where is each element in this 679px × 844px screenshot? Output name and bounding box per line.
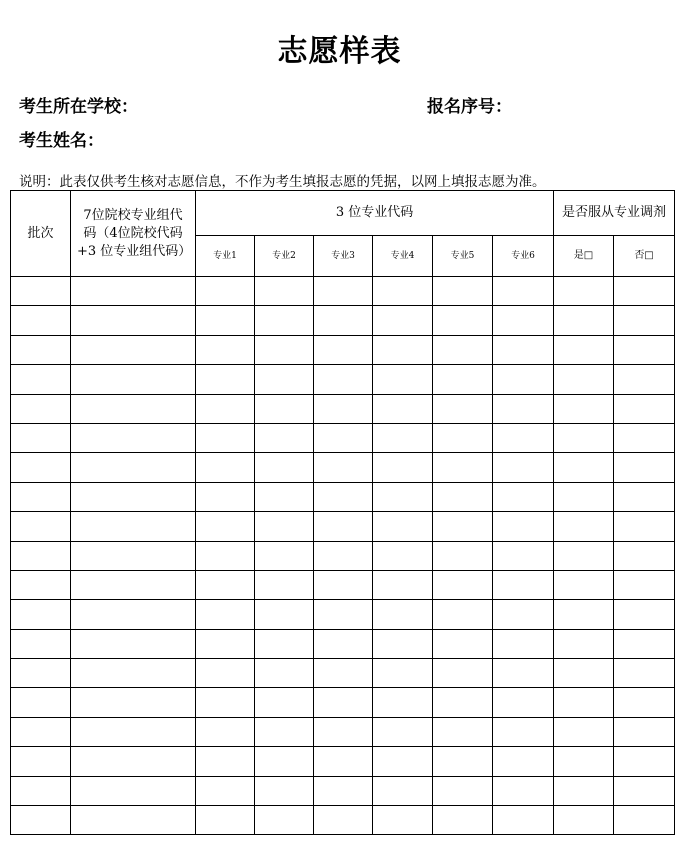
major-5-cell xyxy=(433,600,493,629)
group-code-header: 7位院校专业组代码（4位院校代码+3 位专业组代码） xyxy=(71,191,196,277)
adjust-yes-cell xyxy=(554,776,614,805)
major-1-cell xyxy=(196,688,255,717)
adjust-yes-cell xyxy=(554,512,614,541)
batch-cell xyxy=(11,570,71,599)
major-6-cell xyxy=(493,600,554,629)
major-6-cell xyxy=(493,512,554,541)
major-4-cell xyxy=(373,806,433,835)
major-5-cell xyxy=(433,512,493,541)
adjust-yes-cell xyxy=(554,482,614,511)
major-2-cell xyxy=(255,394,314,423)
table-row xyxy=(11,600,675,629)
batch-cell xyxy=(11,659,71,688)
major-3-cell xyxy=(314,306,373,335)
adjust-yes-cell xyxy=(554,747,614,776)
major-1-cell xyxy=(196,453,255,482)
major-3-cell xyxy=(314,512,373,541)
instruction-note: 说明：此表仅供考生核对志愿信息，不作为考生填报志愿的凭据，以网上填报志愿为准。 xyxy=(19,174,546,190)
adjust-no-cell xyxy=(614,365,675,394)
major-1-cell xyxy=(196,541,255,570)
table-row xyxy=(11,453,675,482)
major-5-cell xyxy=(433,335,493,364)
major-4-cell xyxy=(373,277,433,306)
group-code-cell xyxy=(71,335,196,364)
batch-cell xyxy=(11,394,71,423)
major-2-cell xyxy=(255,365,314,394)
batch-cell xyxy=(11,482,71,511)
major-4-cell xyxy=(373,659,433,688)
major-3-cell xyxy=(314,629,373,658)
adjust-yes-cell xyxy=(554,277,614,306)
adjust-no-cell xyxy=(614,306,675,335)
major-5-cell xyxy=(433,806,493,835)
major-3-cell xyxy=(314,482,373,511)
major-3-cell xyxy=(314,776,373,805)
batch-cell xyxy=(11,512,71,541)
major-5-cell xyxy=(433,747,493,776)
batch-cell xyxy=(11,629,71,658)
group-code-cell xyxy=(71,570,196,599)
major-2-cell xyxy=(255,688,314,717)
adjust-yes-cell xyxy=(554,659,614,688)
major-4-cell xyxy=(373,365,433,394)
major-5-cell xyxy=(433,306,493,335)
major-5-header: 专业5 xyxy=(433,236,493,277)
adjust-no-cell xyxy=(614,659,675,688)
major-3-cell xyxy=(314,335,373,364)
batch-cell xyxy=(11,423,71,452)
major-6-cell xyxy=(493,570,554,599)
major-3-cell xyxy=(314,570,373,599)
major-4-cell xyxy=(373,453,433,482)
major-2-cell xyxy=(255,277,314,306)
major-2-cell xyxy=(255,453,314,482)
adjust-yes-cell xyxy=(554,394,614,423)
table-row xyxy=(11,335,675,364)
major-4-cell xyxy=(373,541,433,570)
adjust-no-cell xyxy=(614,570,675,599)
adjust-yes-cell xyxy=(554,806,614,835)
major-1-cell xyxy=(196,512,255,541)
major-1-cell xyxy=(196,747,255,776)
major-3-cell xyxy=(314,423,373,452)
major-2-cell xyxy=(255,600,314,629)
major-6-cell xyxy=(493,717,554,746)
major-5-cell xyxy=(433,423,493,452)
group-code-cell xyxy=(71,688,196,717)
batch-cell xyxy=(11,541,71,570)
table-row xyxy=(11,541,675,570)
adjust-no-cell xyxy=(614,806,675,835)
major-1-cell xyxy=(196,717,255,746)
adjust-no-cell xyxy=(614,482,675,511)
major-5-cell xyxy=(433,365,493,394)
major-4-cell xyxy=(373,335,433,364)
table-row xyxy=(11,688,675,717)
major-4-cell xyxy=(373,423,433,452)
major-1-cell xyxy=(196,394,255,423)
major-6-cell xyxy=(493,747,554,776)
adjust-no-cell xyxy=(614,335,675,364)
major-6-cell xyxy=(493,688,554,717)
group-code-cell xyxy=(71,659,196,688)
batch-cell xyxy=(11,335,71,364)
major-6-cell xyxy=(493,277,554,306)
batch-header: 批次 xyxy=(11,191,71,277)
major-6-cell xyxy=(493,659,554,688)
major-4-cell xyxy=(373,747,433,776)
major-3-cell xyxy=(314,277,373,306)
major-5-cell xyxy=(433,453,493,482)
adjust-yes-cell xyxy=(554,453,614,482)
group-code-cell xyxy=(71,629,196,658)
group-code-cell xyxy=(71,747,196,776)
major-1-header: 专业1 xyxy=(196,236,255,277)
adjust-yes-cell xyxy=(554,306,614,335)
major-5-cell xyxy=(433,277,493,306)
major-3-header: 专业3 xyxy=(314,236,373,277)
major-6-cell xyxy=(493,482,554,511)
major-3-cell xyxy=(314,394,373,423)
major-3-cell xyxy=(314,600,373,629)
major-4-cell xyxy=(373,717,433,746)
major-2-cell xyxy=(255,747,314,776)
adjust-no-cell xyxy=(614,629,675,658)
table-row xyxy=(11,776,675,805)
major-5-cell xyxy=(433,688,493,717)
major-3-cell xyxy=(314,688,373,717)
group-code-cell xyxy=(71,365,196,394)
table-row xyxy=(11,423,675,452)
adjust-header: 是否服从专业调剂 xyxy=(554,191,675,236)
batch-cell xyxy=(11,688,71,717)
major-2-header: 专业2 xyxy=(255,236,314,277)
major-4-cell xyxy=(373,394,433,423)
major-6-cell xyxy=(493,423,554,452)
table-row xyxy=(11,365,675,394)
major-1-cell xyxy=(196,629,255,658)
group-code-cell xyxy=(71,512,196,541)
batch-cell xyxy=(11,453,71,482)
major-3-cell xyxy=(314,747,373,776)
major-5-cell xyxy=(433,570,493,599)
major-6-cell xyxy=(493,629,554,658)
major-3-cell xyxy=(314,365,373,394)
major-1-cell xyxy=(196,277,255,306)
major-6-cell xyxy=(493,453,554,482)
major-1-cell xyxy=(196,365,255,394)
name-label: 考生姓名： xyxy=(19,131,104,151)
group-code-cell xyxy=(71,453,196,482)
major-4-cell xyxy=(373,570,433,599)
adjust-yes-cell xyxy=(554,717,614,746)
major-4-cell xyxy=(373,600,433,629)
group-code-cell xyxy=(71,806,196,835)
major-1-cell xyxy=(196,423,255,452)
adjust-yes-cell xyxy=(554,335,614,364)
adjust-yes-cell xyxy=(554,570,614,599)
major-2-cell xyxy=(255,776,314,805)
batch-cell xyxy=(11,600,71,629)
major-5-cell xyxy=(433,629,493,658)
group-code-cell xyxy=(71,482,196,511)
major-5-cell xyxy=(433,541,493,570)
adjust-no-cell xyxy=(614,541,675,570)
adjust-yes-header: 是□ xyxy=(554,236,614,277)
group-code-cell xyxy=(71,394,196,423)
major-2-cell xyxy=(255,512,314,541)
adjust-yes-cell xyxy=(554,600,614,629)
adjust-yes-cell xyxy=(554,541,614,570)
table-row xyxy=(11,659,675,688)
major-1-cell xyxy=(196,335,255,364)
adjust-no-cell xyxy=(614,688,675,717)
table-row xyxy=(11,277,675,306)
major-5-cell xyxy=(433,482,493,511)
major-1-cell xyxy=(196,806,255,835)
major-6-cell xyxy=(493,541,554,570)
major-5-cell xyxy=(433,717,493,746)
adjust-no-cell xyxy=(614,453,675,482)
adjust-no-cell xyxy=(614,277,675,306)
table-row xyxy=(11,482,675,511)
batch-cell xyxy=(11,717,71,746)
major-6-cell xyxy=(493,306,554,335)
batch-cell xyxy=(11,306,71,335)
table-row xyxy=(11,629,675,658)
major-2-cell xyxy=(255,423,314,452)
major-4-cell xyxy=(373,688,433,717)
adjust-no-cell xyxy=(614,717,675,746)
major-4-cell xyxy=(373,306,433,335)
adjust-no-cell xyxy=(614,776,675,805)
adjust-no-cell xyxy=(614,747,675,776)
major-3-cell xyxy=(314,659,373,688)
application-table xyxy=(10,190,675,835)
group-code-cell xyxy=(71,776,196,805)
major-6-header: 专业6 xyxy=(493,236,554,277)
table-row xyxy=(11,717,675,746)
adjust-yes-cell xyxy=(554,629,614,658)
major-1-cell xyxy=(196,659,255,688)
major-4-cell xyxy=(373,629,433,658)
adjust-no-cell xyxy=(614,394,675,423)
major-2-cell xyxy=(255,659,314,688)
major-1-cell xyxy=(196,482,255,511)
group-code-cell xyxy=(71,306,196,335)
table-row xyxy=(11,806,675,835)
adjust-no-cell xyxy=(614,423,675,452)
major-1-cell xyxy=(196,776,255,805)
major-6-cell xyxy=(493,806,554,835)
page-title: 志愿样表 xyxy=(277,34,402,69)
group-code-cell xyxy=(71,600,196,629)
major-4-cell xyxy=(373,776,433,805)
adjust-yes-cell xyxy=(554,688,614,717)
batch-cell xyxy=(11,776,71,805)
major-6-cell xyxy=(493,394,554,423)
major-2-cell xyxy=(255,541,314,570)
major-1-cell xyxy=(196,570,255,599)
major-4-cell xyxy=(373,482,433,511)
major-3-cell xyxy=(314,717,373,746)
table-body xyxy=(11,191,675,835)
major-1-cell xyxy=(196,306,255,335)
adjust-no-cell xyxy=(614,600,675,629)
table-row xyxy=(11,747,675,776)
table-row xyxy=(11,570,675,599)
major-2-cell xyxy=(255,335,314,364)
major-2-cell xyxy=(255,482,314,511)
school-label: 考生所在学校： xyxy=(19,97,138,117)
adjust-no-header: 否□ xyxy=(614,236,675,277)
table-row xyxy=(11,512,675,541)
group-code-cell xyxy=(71,423,196,452)
major-3-cell xyxy=(314,806,373,835)
major-code-header: 3 位专业代码 xyxy=(196,191,554,236)
adjust-no-cell xyxy=(614,512,675,541)
table-row xyxy=(11,306,675,335)
major-2-cell xyxy=(255,629,314,658)
major-4-header: 专业4 xyxy=(373,236,433,277)
major-5-cell xyxy=(433,659,493,688)
batch-cell xyxy=(11,747,71,776)
adjust-yes-cell xyxy=(554,423,614,452)
major-4-cell xyxy=(373,512,433,541)
major-3-cell xyxy=(314,453,373,482)
major-1-cell xyxy=(196,600,255,629)
batch-cell xyxy=(11,806,71,835)
major-2-cell xyxy=(255,717,314,746)
group-code-cell xyxy=(71,541,196,570)
major-6-cell xyxy=(493,335,554,364)
adjust-yes-cell xyxy=(554,365,614,394)
major-3-cell xyxy=(314,541,373,570)
major-2-cell xyxy=(255,570,314,599)
batch-cell xyxy=(11,277,71,306)
batch-cell xyxy=(11,365,71,394)
major-5-cell xyxy=(433,776,493,805)
serial-number-label: 报名序号： xyxy=(427,97,512,117)
table-row xyxy=(11,394,675,423)
group-code-cell xyxy=(71,277,196,306)
major-6-cell xyxy=(493,776,554,805)
major-2-cell xyxy=(255,306,314,335)
header-row xyxy=(11,191,675,236)
major-5-cell xyxy=(433,394,493,423)
major-2-cell xyxy=(255,806,314,835)
group-code-cell xyxy=(71,717,196,746)
major-6-cell xyxy=(493,365,554,394)
